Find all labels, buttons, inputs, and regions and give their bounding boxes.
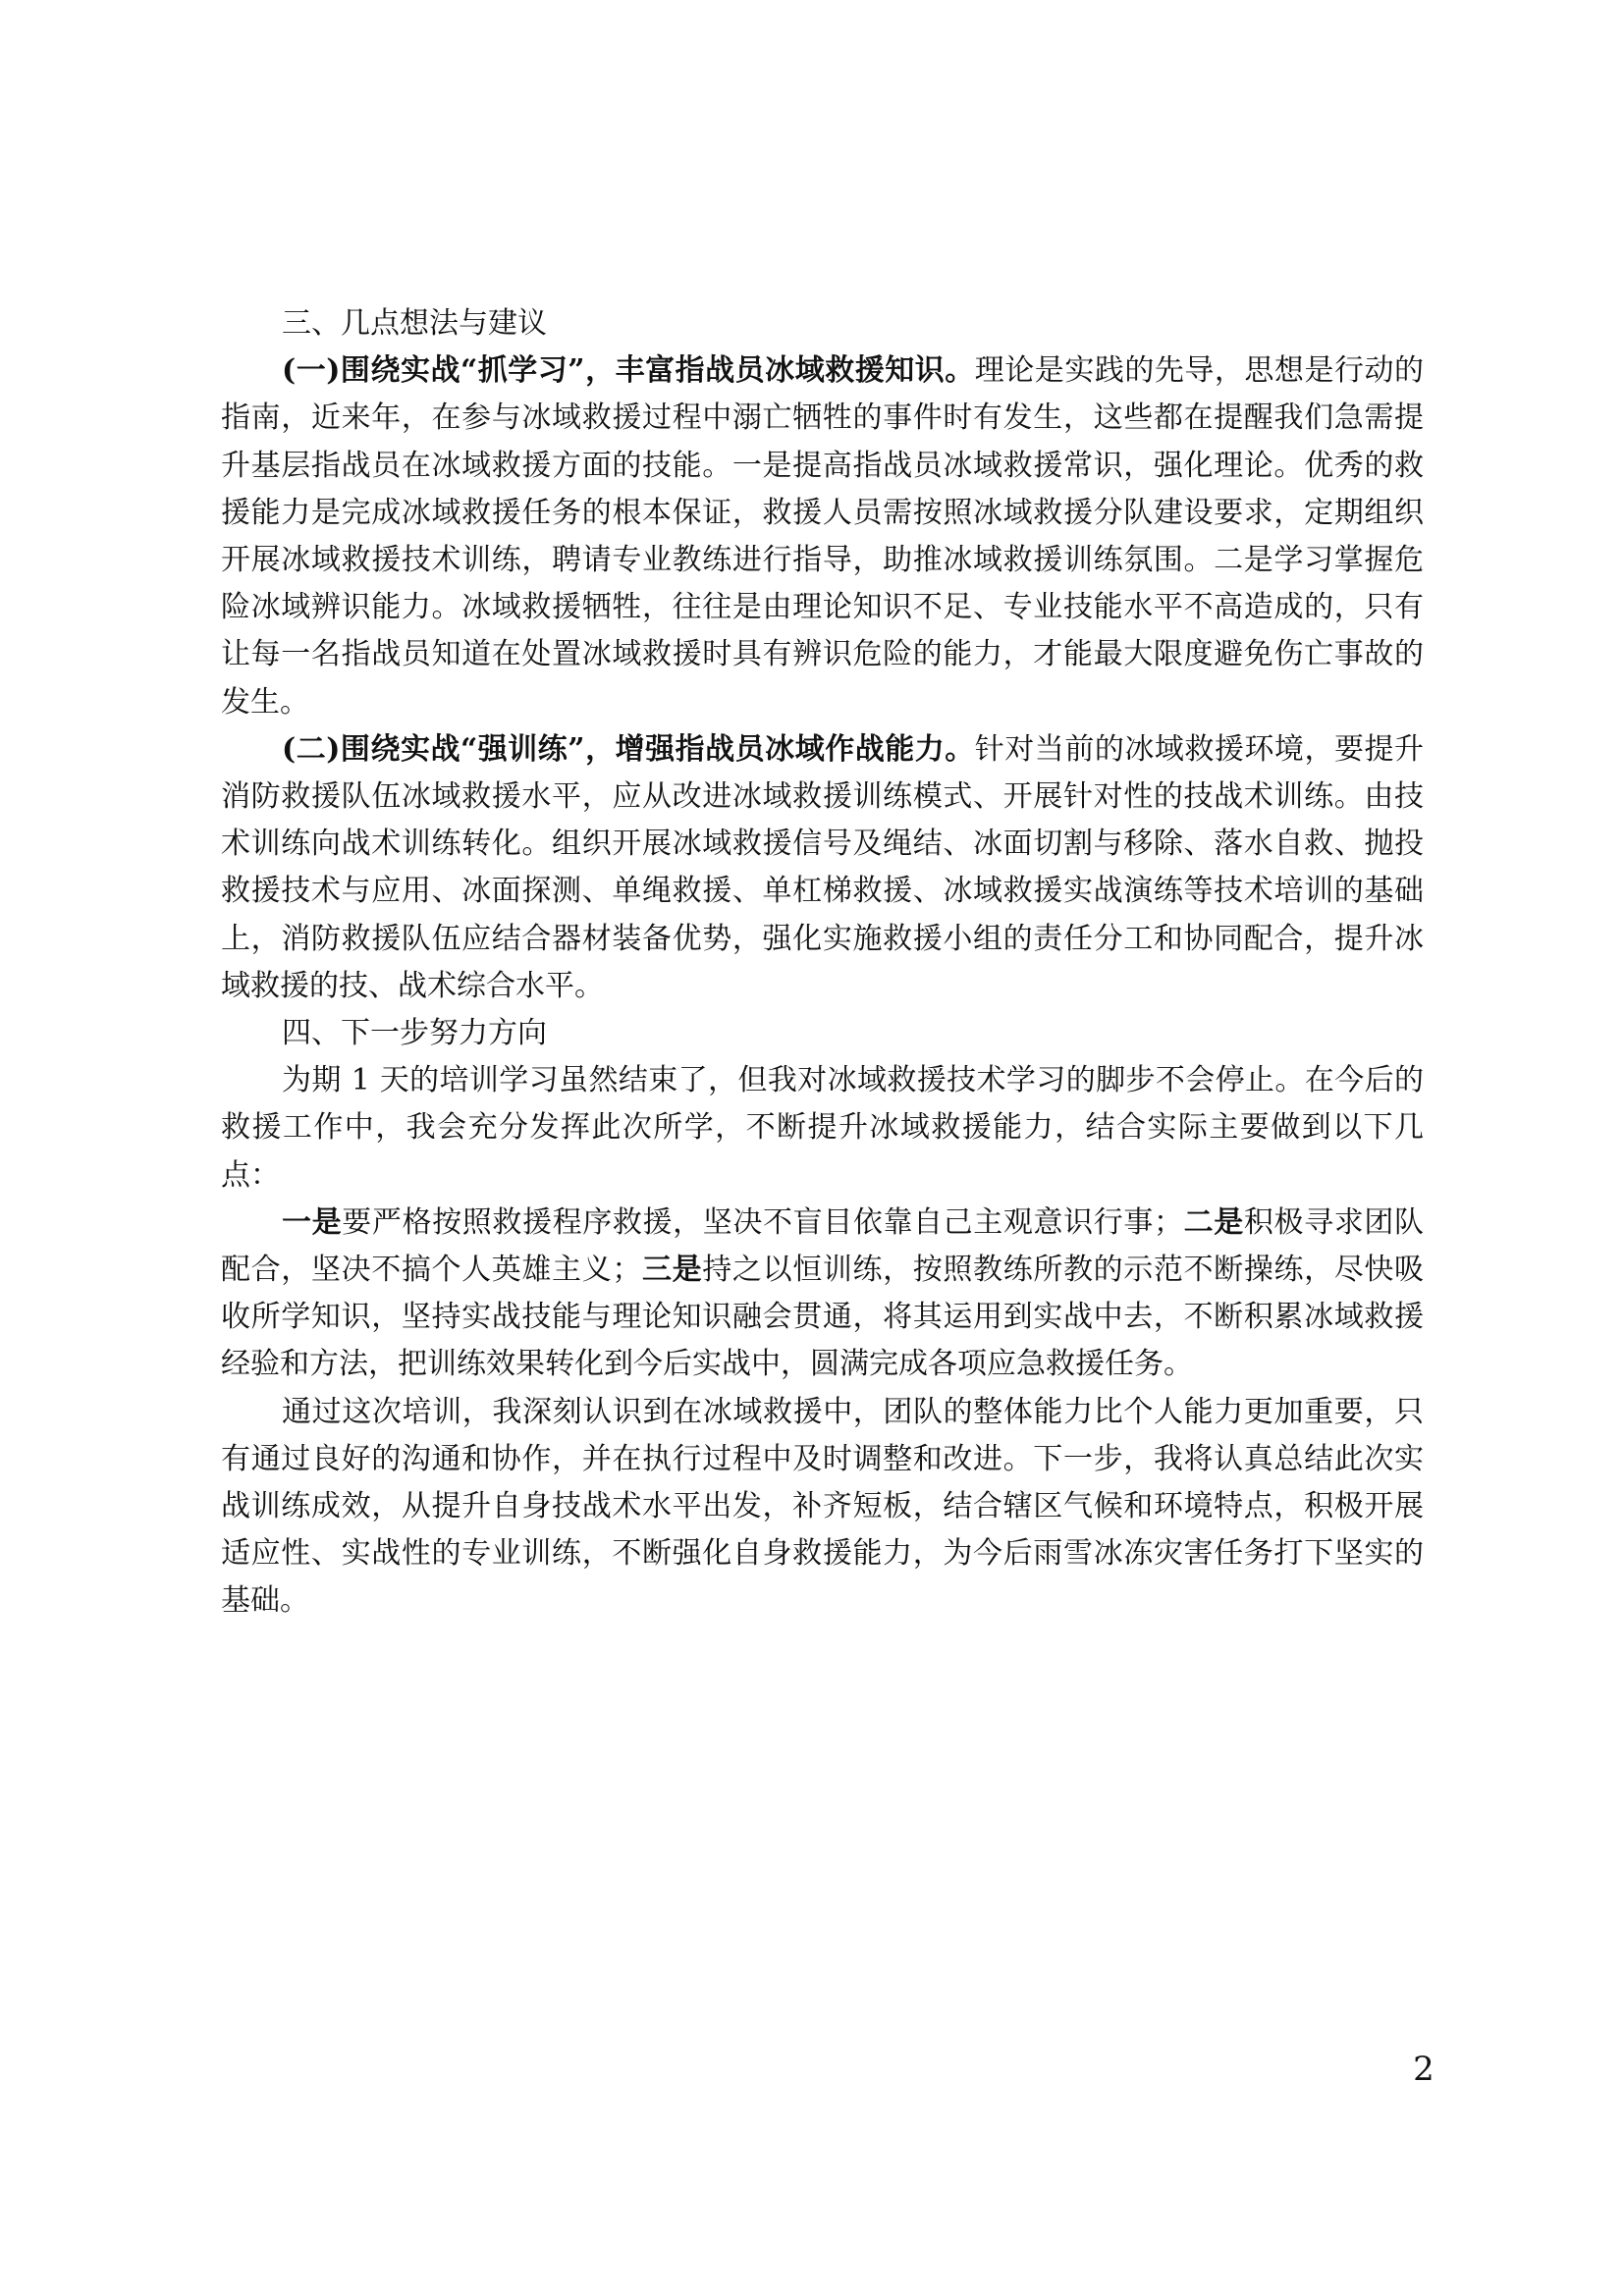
paragraph-intro: 为期 1 天的培训学习虽然结束了，但我对冰域救援技术学习的脚步不会停止。在今后的救援工作中，我会充分发挥此次所学，不断提升冰域救援能力，结合实际主要做到以下几点： <box>221 1063 1424 1193</box>
paragraph-study <box>221 347 1424 726</box>
paragraph-training-text: 针对当前的冰域救援环境，要提升消防救援队伍冰域救援水平，应从改进冰域救援训练模式、开展针对性的技战术训练。由技术训练向战术训练转化。组织开展冰域救援信号及绳结、冰面切割与移除、落水自救、抛投救援技术与应用、冰面探测、单绳救援、单杠梯救援、冰域救援实战演练等技术培训的基础上，消防救援队伍应结合器材装备优势，强化实施救援小组的责任分工和协同配合，提升冰域救援的技、战术综合水平。 <box>221 731 1424 1003</box>
paragraph-conclusion: 通过这次培训，我深刻认识到在冰域救援中，团队的整体能力比个人能力更加重要，只有通过良好的沟通和协作，并在执行过程中及时调整和改进。下一步，我将认真总结此次实战训练成效，从提升自身技战术水平出发，补齐短板，结合辖区气候和环境特点，积极开展适应性、实战性的专业训练，不断强化自身救援能力，为今后雨雪冰冻灾害任务打下坚实的基础。 <box>221 1394 1424 1619</box>
section-heading-4: 四、下一步努力方向 <box>282 1016 547 1051</box>
paragraph-training-lead: (二)围绕实战“强训练”，增强指战员冰域作战能力。 <box>282 731 975 767</box>
point-1-label: 一是 <box>282 1204 343 1240</box>
point-2-text: 积极寻求团队配合，坚决不搞个人英雄主义； <box>221 1204 1425 1288</box>
point-1-text: 要严格按照救援程序救援，坚决不盲目依靠自己主观意识行事； <box>342 1204 1184 1240</box>
point-3-label: 三是 <box>641 1253 703 1288</box>
page-number: 2 <box>1413 2050 1435 2089</box>
point-2-label: 二是 <box>1183 1204 1244 1240</box>
document-body <box>221 300 1424 1626</box>
point-3-text: 持之以恒训练，按照教练所教的示范不断操练，尽快吸收所学知识，坚持实战技能与理论知识融会贯通，将其运用到实战中去，不断积累冰域救援经验和方法，把训练效果转化到今后实战中，圆满完成各项应急救援任务。 <box>221 1253 1425 1382</box>
section-heading-3: 三、几点想法与建议 <box>282 306 547 341</box>
paragraph-training <box>221 726 1424 1010</box>
paragraph-study-lead: (一)围绕实战“抓学习”，丰富指战员冰域救援知识。 <box>282 353 975 389</box>
paragraph-study-text: 理论是实践的先导，思想是行动的指南，近来年，在参与冰域救援过程中溺亡牺牲的事件时有发生，这些都在提醒我们急需提升基层指战员在冰域救援方面的技能。一是提高指战员冰域救援常识，强化理论。优秀的救援能力是完成冰域救援任务的根本保证，救援人员需按照冰域救援分队建设要求，定期组织开展冰域救援技术训练，聘请专业教练进行指导，助推冰域救援训练氛围。二是学习掌握危险冰域辨识能力。冰域救援牺牲，往往是由理论知识不足、专业技能水平不高造成的，只有让每一名指战员知道在处置冰域救援时具有辨识危险的能力，才能最大限度避免伤亡事故的发生。 <box>221 353 1424 720</box>
paragraph-points <box>221 1200 1424 1389</box>
